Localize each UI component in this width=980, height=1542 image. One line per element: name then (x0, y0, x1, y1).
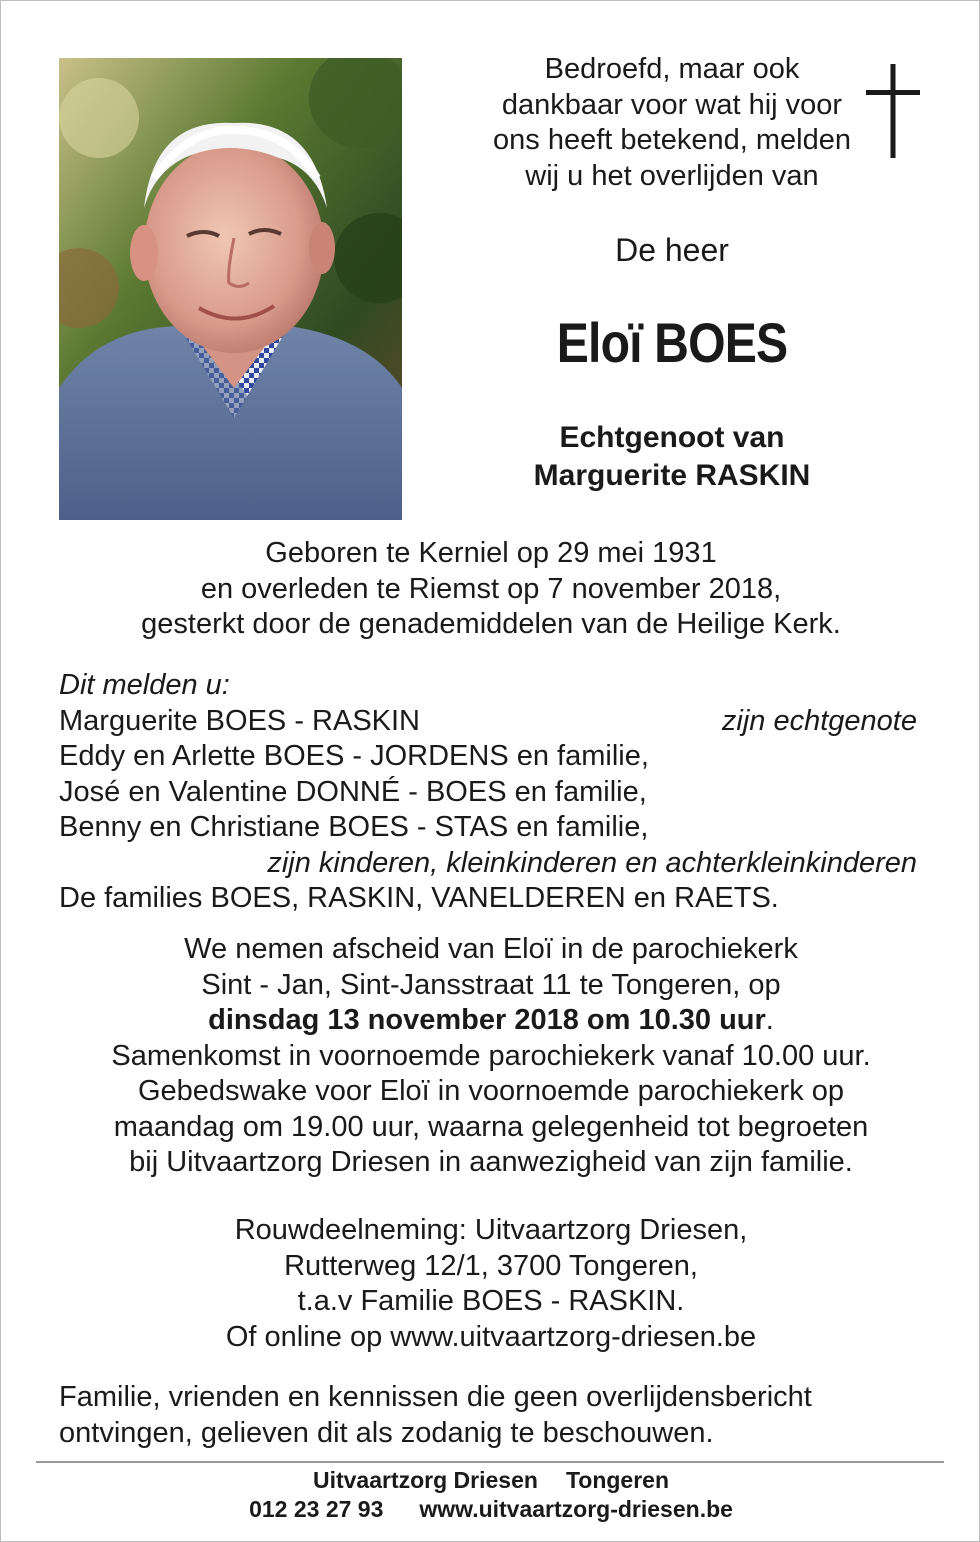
salutation: De heer (615, 232, 729, 268)
spouse-info (402, 419, 942, 495)
intro-text (402, 52, 942, 194)
funeral-home-footer (40, 1466, 942, 1524)
portrait-photo (59, 58, 402, 520)
company-phone: 012 23 27 93 (249, 1496, 384, 1522)
spouse-line-2: Marguerite RASKIN (533, 459, 811, 492)
family-relation: zijn kinderen, kleinkinderen en achterkleinkinderen (267, 846, 917, 879)
family-heading: Dit melden u: (59, 669, 230, 701)
intro-line: Bedroefd, maar ook (544, 53, 800, 85)
deceased-name: Eloï BOES (556, 311, 788, 374)
intro-line: ons heeft betekend, melden (493, 124, 851, 156)
closing-text (59, 1380, 917, 1451)
ceremony-line: Sint - Jan, Sint-Jansstraat 11 te Tongeren, op (201, 968, 781, 1001)
ceremony-date-suffix: . (765, 1004, 774, 1036)
footer-divider (36, 1461, 944, 1463)
family-member: Eddy en Arlette BOES - JORDENS en familie, (59, 740, 649, 772)
birth-death-info (40, 536, 942, 643)
family-row-spouse (59, 704, 917, 740)
ceremony-line: Gebedswake voor Eloï in voornoemde parochiekerk op (137, 1075, 845, 1107)
footer-line-2 (40, 1495, 942, 1524)
footer-line-1 (40, 1466, 942, 1495)
company-name: Uitvaartzorg Driesen (312, 1467, 538, 1493)
address-line: Rouwdeelneming: Uitvaartzorg Driesen, (234, 1214, 748, 1246)
birth-line: en overleden te Riemst op 7 november 2018, (200, 572, 782, 605)
family-member: Benny en Christiane BOES - STAS en familie, (59, 811, 649, 843)
ceremony-line: Samenkomst in voornoemde parochiekerk vanaf 10.00 uur. (111, 1039, 871, 1072)
ceremony-date (40, 1003, 942, 1039)
ceremony-line: bij Uitvaartzorg Driesen in aanwezigheid van zijn familie. (129, 1146, 853, 1178)
spouse-line-1: Echtgenoot van (559, 421, 785, 454)
intro-line: wij u het overlijden van (525, 159, 819, 192)
address-line: Of online op www.uitvaartzorg-driesen.be (225, 1320, 757, 1353)
ceremony-line: maandag om 19.00 uur, waarna gelegenheid tot begroeten (113, 1110, 869, 1143)
closing-line: Familie, vrienden en kennissen die geen overlijdensbericht (59, 1381, 812, 1413)
ceremony-info (40, 932, 942, 1181)
birth-line: Geboren te Kerniel op 29 mei 1931 (265, 537, 717, 569)
condolence-address (40, 1213, 942, 1355)
family-list (59, 668, 917, 917)
family-member: De families BOES, RASKIN, VANELDEREN en RAETS. (59, 882, 779, 914)
ceremony-date-bold: dinsdag 13 november 2018 om 10.30 uur (208, 1004, 766, 1036)
birth-line: gesterkt door de genademiddelen van de Heilige Kerk. (141, 608, 841, 640)
ceremony-line: We nemen afscheid van Eloï in de parochiekerk (184, 933, 798, 965)
family-relation: zijn echtgenote (721, 704, 917, 737)
company-website: www.uitvaartzorg-driesen.be (419, 1496, 733, 1522)
family-member: José en Valentine DONNÉ - BOES en familie, (59, 775, 647, 808)
address-line: t.a.v Familie BOES - RASKIN. (297, 1285, 685, 1317)
closing-line: ontvingen, gelieven dit als zodanig te beschouwen. (59, 1416, 714, 1449)
family-member: Marguerite BOES - RASKIN (59, 704, 420, 737)
address-line: Rutterweg 12/1, 3700 Tongeren, (284, 1249, 698, 1282)
company-city: Tongeren (565, 1467, 670, 1493)
intro-line: dankbaar voor wat hij voor (501, 88, 843, 121)
